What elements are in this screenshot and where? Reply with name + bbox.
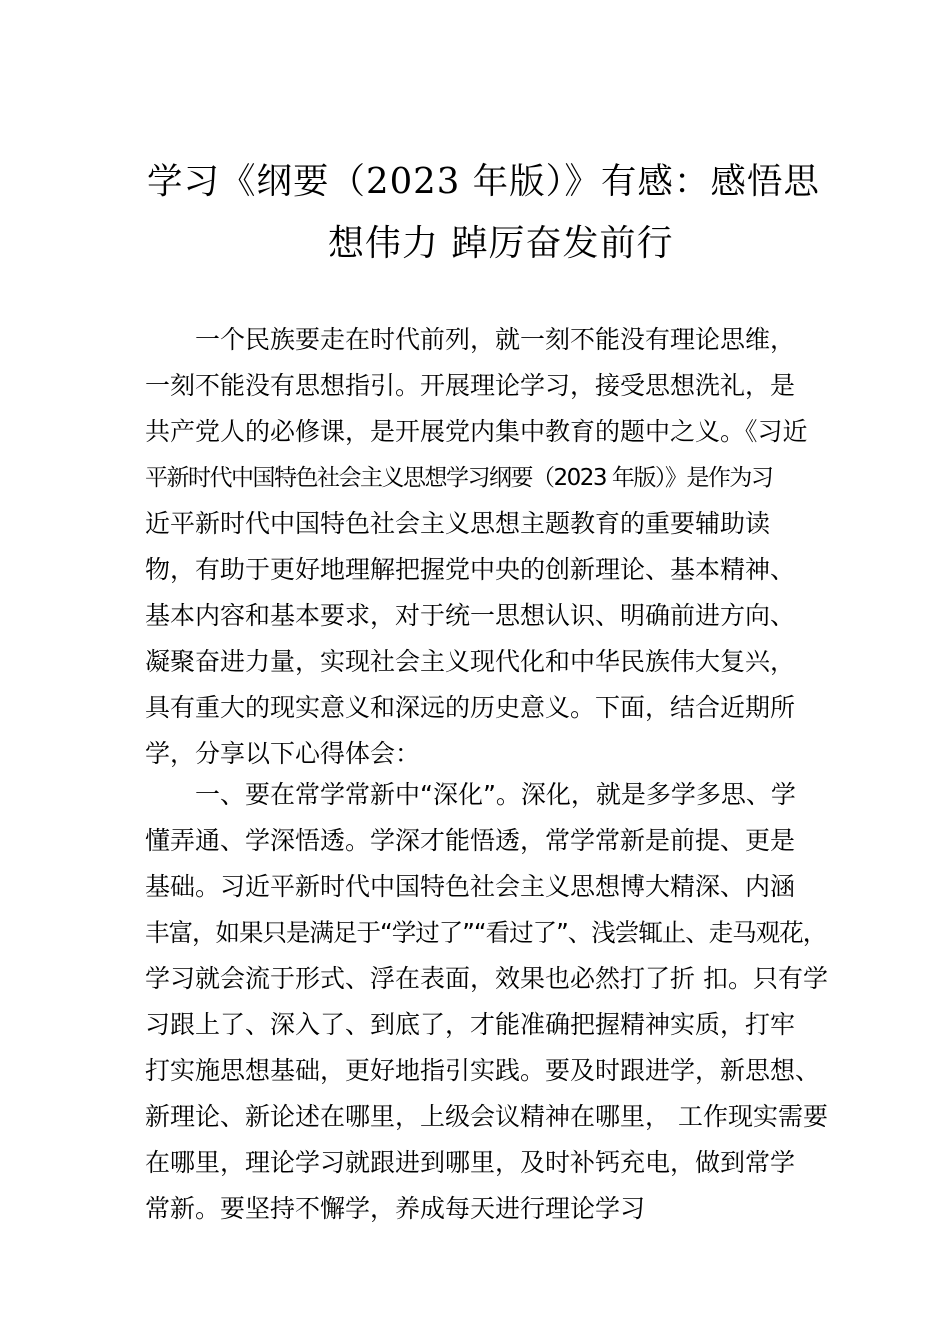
paragraph-line: 一个民族要走在时代前列，就一刻不能没有理论思维， (195, 325, 796, 354)
paragraph-line: 习跟上了、深入了、到底了，才能准确把握精神实质，打牢 (145, 1010, 796, 1039)
paragraph-line: 基本内容和基本要求，对于统一思想认识、明确前进方向、 (145, 601, 796, 630)
paragraph-line: 具有重大的现实意义和深远的历史意义。下面，结合近期所 (145, 693, 796, 722)
paragraph-line: 一、要在常学常新中“深化”。深化，就是多学多思、学 (195, 780, 796, 809)
paragraph-line: 丰富，如果只是满足于“学过了”“看过了”、浅尝辄止、走马观花， (145, 918, 827, 947)
document-title-line-1: 学习《纲要（2023 年版）》有感：感悟思 (147, 161, 820, 202)
paragraph-line: 学习就会流于形式、浮在表面，效果也必然打了折 扣。只有学 (145, 964, 828, 993)
paragraph-line: 共产党人的必修课，是开展党内集中教育的题中之义。《习近 (145, 417, 808, 446)
paragraph-line: 平新时代中国特色社会主义思想学习纲要（2023 年版）》是作为习 (145, 465, 773, 491)
paragraph-line: 新理论、新论述在哪里，上级会议精神在哪里， 工作现实需要 (145, 1102, 828, 1131)
paragraph-line: 懂弄通、学深悟透。学深才能悟透，常学常新是前提、更是 (145, 826, 796, 855)
paragraph-line: 学，分享以下心得体会： (145, 739, 421, 768)
paragraph-line: 一刻不能没有思想指引。开展理论学习，接受思想洗礼，是 (145, 371, 796, 400)
paragraph-line: 近平新时代中国特色社会主义思想主题教育的重要辅助读 (145, 509, 771, 538)
paragraph-line: 基础。习近平新时代中国特色社会主义思想博大精深、内涵 (145, 872, 796, 901)
paragraph-line: 打实施思想基础，更好地指引实践。要及时跟进学，新思想、 (145, 1056, 821, 1085)
paragraph-line: 在哪里，理论学习就跟进到哪里，及时补钙充电，做到常学 (145, 1148, 796, 1177)
document-title-line-2: 想伟力 踔厉奋发前行 (328, 223, 674, 264)
paragraph-line: 常新。要坚持不懈学，养成每天进行理论学习 (145, 1194, 646, 1223)
paragraph-line: 凝聚奋进力量，实现社会主义现代化和中华民族伟大复兴， (145, 647, 796, 676)
paragraph-line: 物，有助于更好地理解把握党中央的创新理论、基本精神、 (145, 555, 796, 584)
